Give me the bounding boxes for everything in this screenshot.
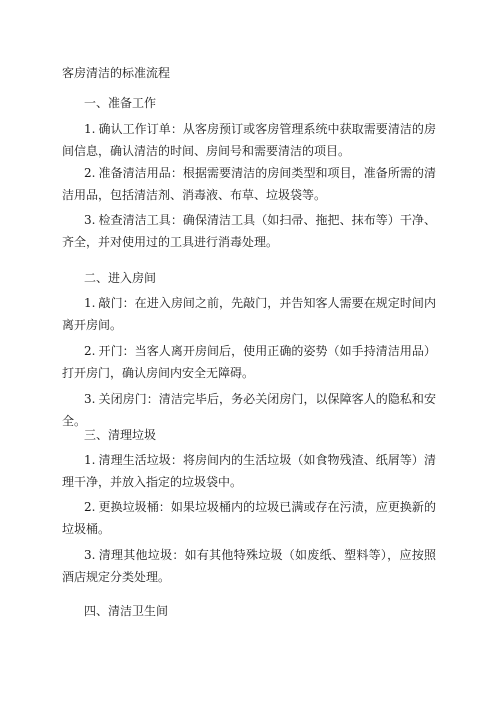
item-text: 更换垃圾桶：如果垃圾桶内的垃圾已满或存在污渍，应更换新的垃圾桶。: [62, 500, 436, 536]
item-number: 3.: [84, 213, 96, 227]
item-number: 1.: [84, 122, 96, 136]
item-text: 清理其他垃圾：如有其他特殊垃圾（如废纸、塑料等），应按照酒店规定分类处理。: [62, 548, 436, 584]
item-number: 1.: [84, 296, 96, 310]
item-text: 关闭房门：清洁完毕后，务必关闭房门，以保障客人的隐私和安全。: [62, 392, 436, 428]
item-text: 确认工作订单：从客房预订或客房管理系统中获取需要清洁的房间信息，确认清洁的时间、房间号和需要清洁的项目。: [62, 122, 436, 158]
section-2-item-2: [62, 340, 436, 384]
item-text: 清理生活垃圾：将房间内的生活垃圾（如食物残渣、纸屑等）清理干净，并放入指定的垃圾袋中。: [62, 453, 436, 489]
section-1-item-2: [62, 162, 436, 206]
section-heading-prep: 一、准备工作: [84, 96, 157, 110]
section-3-item-2: [62, 496, 436, 540]
item-number: 3.: [84, 548, 96, 562]
section-heading-bathroom: 四、清洁卫生间: [84, 604, 169, 618]
item-number: 2.: [84, 500, 96, 514]
section-heading-trash: 三、清理垃圾: [84, 428, 157, 442]
section-3-item-3: [62, 544, 436, 588]
section-3-item-1: [62, 449, 436, 493]
section-2-item-1: [62, 292, 436, 336]
item-text: 敲门：在进入房间之前，先敲门，并告知客人需要在规定时间内离开房间。: [62, 296, 436, 332]
item-text: 准备清洁用品：根据需要清洁的房间类型和项目，准备所需的清洁用品，包括清洁剂、消毒液、布草、垃圾袋等。: [62, 166, 436, 202]
item-number: 2.: [84, 344, 96, 358]
document-title: 客房清洁的标准流程: [62, 66, 171, 80]
item-number: 3.: [84, 392, 96, 406]
item-text: 检查清洁工具：确保清洁工具（如扫帚、拖把、抹布等）干净、齐全，并对使用过的工具进行消毒处理。: [62, 213, 436, 249]
section-1-item-1: [62, 118, 436, 162]
section-2-item-3: [62, 388, 436, 432]
section-1-item-3: [62, 209, 436, 253]
section-heading-enter-room: 二、进入房间: [84, 271, 157, 285]
item-number: 2.: [84, 166, 96, 180]
item-number: 1.: [84, 453, 96, 467]
item-text: 开门：当客人离开房间后，使用正确的姿势（如手持清洁用品）打开房门，确认房间内安全无障碍。: [62, 344, 436, 380]
